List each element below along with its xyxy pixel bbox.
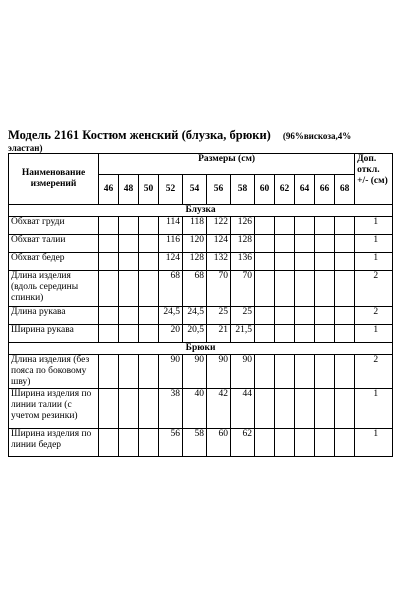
- table-row: [9, 307, 393, 325]
- size-value-64: [295, 325, 315, 343]
- size-header-50: 50: [139, 175, 159, 205]
- size-value-54: 24,5: [183, 307, 207, 325]
- size-value-56: 122: [207, 217, 231, 235]
- size-header-58: 58: [231, 175, 255, 205]
- size-header-54: 54: [183, 175, 207, 205]
- size-value-56: 42: [207, 389, 231, 429]
- size-value-50: [139, 271, 159, 307]
- size-value-50: [139, 325, 159, 343]
- size-value-46: [99, 235, 119, 253]
- size-value-52: 114: [159, 217, 183, 235]
- section-title: Блузка: [9, 205, 393, 217]
- size-value-62: [275, 325, 295, 343]
- size-value-62: [275, 389, 295, 429]
- header-row: [9, 154, 393, 175]
- tolerance-value: 1: [355, 325, 393, 343]
- size-value-58: 44: [231, 389, 255, 429]
- size-value-66: [315, 235, 335, 253]
- document-title: [8, 128, 392, 154]
- size-value-58: 62: [231, 429, 255, 457]
- size-value-66: [315, 307, 335, 325]
- size-value-62: [275, 429, 295, 457]
- size-value-48: [119, 235, 139, 253]
- tolerance-value: 2: [355, 355, 393, 389]
- size-value-64: [295, 217, 315, 235]
- size-value-66: [315, 253, 335, 271]
- size-header-66: 66: [315, 175, 335, 205]
- size-value-46: [99, 217, 119, 235]
- size-value-64: [295, 429, 315, 457]
- size-value-50: [139, 355, 159, 389]
- size-value-48: [119, 307, 139, 325]
- size-header-62: 62: [275, 175, 295, 205]
- size-value-56: 60: [207, 429, 231, 457]
- name-header: Наименование измерений: [9, 154, 99, 205]
- size-value-62: [275, 355, 295, 389]
- table-row: [9, 355, 393, 389]
- size-value-46: [99, 307, 119, 325]
- size-value-66: [315, 217, 335, 235]
- size-value-54: 120: [183, 235, 207, 253]
- table-row: [9, 253, 393, 271]
- size-header-46: 46: [99, 175, 119, 205]
- size-value-46: [99, 429, 119, 457]
- size-value-60: [255, 235, 275, 253]
- size-header-60: 60: [255, 175, 275, 205]
- size-value-64: [295, 235, 315, 253]
- table-row: [9, 217, 393, 235]
- size-value-60: [255, 253, 275, 271]
- tolerance-value: 1: [355, 389, 393, 429]
- size-value-68: [335, 271, 355, 307]
- size-value-60: [255, 355, 275, 389]
- size-value-60: [255, 389, 275, 429]
- size-value-50: [139, 217, 159, 235]
- size-header-48: 48: [119, 175, 139, 205]
- size-value-48: [119, 253, 139, 271]
- size-header-52: 52: [159, 175, 183, 205]
- size-header-64: 64: [295, 175, 315, 205]
- size-value-52: 116: [159, 235, 183, 253]
- size-value-68: [335, 307, 355, 325]
- size-value-48: [119, 217, 139, 235]
- size-value-48: [119, 389, 139, 429]
- size-value-46: [99, 253, 119, 271]
- size-value-60: [255, 307, 275, 325]
- model-title: Модель 2161 Костюм женский (блузка, брюки): [8, 128, 271, 142]
- size-value-48: [119, 325, 139, 343]
- size-value-56: 90: [207, 355, 231, 389]
- size-value-52: 90: [159, 355, 183, 389]
- tolerance-value: 1: [355, 429, 393, 457]
- size-value-54: 68: [183, 271, 207, 307]
- size-value-62: [275, 217, 295, 235]
- size-value-60: [255, 271, 275, 307]
- size-value-54: 128: [183, 253, 207, 271]
- measurement-name: Ширина рукава: [9, 325, 99, 343]
- measurement-name: Ширина изделия по линии бедер: [9, 429, 99, 457]
- size-table: [8, 153, 393, 457]
- size-value-60: [255, 217, 275, 235]
- size-value-64: [295, 307, 315, 325]
- tolerance-value: 2: [355, 271, 393, 307]
- size-value-66: [315, 389, 335, 429]
- tolerance-value: 1: [355, 253, 393, 271]
- size-value-58: 126: [231, 217, 255, 235]
- size-value-56: 124: [207, 235, 231, 253]
- size-value-64: [295, 355, 315, 389]
- size-value-50: [139, 389, 159, 429]
- section-title: Брюки: [9, 343, 393, 355]
- size-value-68: [335, 325, 355, 343]
- table-row: [9, 325, 393, 343]
- measurement-name: Длина изделия (вдоль середины спинки): [9, 271, 99, 307]
- size-value-56: 25: [207, 307, 231, 325]
- table-row: [9, 389, 393, 429]
- size-header-68: 68: [335, 175, 355, 205]
- table-row: [9, 235, 393, 253]
- size-value-54: 40: [183, 389, 207, 429]
- size-value-52: 24,5: [159, 307, 183, 325]
- size-value-46: [99, 325, 119, 343]
- size-value-52: 38: [159, 389, 183, 429]
- tolerance-value: 1: [355, 217, 393, 235]
- size-value-66: [315, 355, 335, 389]
- size-value-62: [275, 307, 295, 325]
- measurement-name: Обхват бедер: [9, 253, 99, 271]
- composition-text: (96%вискоза,4%: [282, 131, 352, 141]
- tolerance-value: 1: [355, 235, 393, 253]
- size-value-50: [139, 253, 159, 271]
- size-value-48: [119, 355, 139, 389]
- size-value-50: [139, 429, 159, 457]
- size-value-54: 90: [183, 355, 207, 389]
- size-value-52: 20: [159, 325, 183, 343]
- size-value-66: [315, 271, 335, 307]
- size-value-56: 21: [207, 325, 231, 343]
- sizes-header: Размеры (см): [99, 154, 355, 175]
- size-value-56: 70: [207, 271, 231, 307]
- dop-header: Доп. откл. +/- (см): [355, 154, 393, 205]
- size-value-48: [119, 429, 139, 457]
- size-value-56: 132: [207, 253, 231, 271]
- size-value-64: [295, 271, 315, 307]
- size-value-54: 58: [183, 429, 207, 457]
- measurement-name: Обхват талии: [9, 235, 99, 253]
- size-value-60: [255, 429, 275, 457]
- size-value-58: 90: [231, 355, 255, 389]
- size-value-46: [99, 271, 119, 307]
- size-value-48: [119, 271, 139, 307]
- size-value-52: 56: [159, 429, 183, 457]
- size-value-46: [99, 355, 119, 389]
- size-value-58: 25: [231, 307, 255, 325]
- table-row: [9, 429, 393, 457]
- size-value-68: [335, 429, 355, 457]
- size-value-52: 124: [159, 253, 183, 271]
- size-value-62: [275, 271, 295, 307]
- size-value-60: [255, 325, 275, 343]
- measurement-name: Ширина изделия по линии талии (с учетом резинки): [9, 389, 99, 429]
- size-value-62: [275, 235, 295, 253]
- composition-text-cont: эластан): [8, 143, 43, 153]
- size-value-46: [99, 389, 119, 429]
- section-row: [9, 205, 393, 217]
- size-value-66: [315, 429, 335, 457]
- size-value-62: [275, 253, 295, 271]
- size-value-58: 136: [231, 253, 255, 271]
- table-row: [9, 271, 393, 307]
- size-value-66: [315, 325, 335, 343]
- size-value-64: [295, 389, 315, 429]
- size-value-52: 68: [159, 271, 183, 307]
- size-value-68: [335, 355, 355, 389]
- measurement-name: Обхват груди: [9, 217, 99, 235]
- size-value-54: 118: [183, 217, 207, 235]
- section-row: [9, 343, 393, 355]
- size-value-50: [139, 235, 159, 253]
- size-value-50: [139, 307, 159, 325]
- tolerance-value: 2: [355, 307, 393, 325]
- measurement-name: Длина изделия (без пояса по боковому шву): [9, 355, 99, 389]
- size-header-56: 56: [207, 175, 231, 205]
- size-value-68: [335, 235, 355, 253]
- size-value-58: 70: [231, 271, 255, 307]
- size-value-68: [335, 217, 355, 235]
- measurement-name: Длина рукава: [9, 307, 99, 325]
- size-value-68: [335, 389, 355, 429]
- size-value-64: [295, 253, 315, 271]
- size-value-58: 128: [231, 235, 255, 253]
- size-value-54: 20,5: [183, 325, 207, 343]
- size-value-68: [335, 253, 355, 271]
- size-value-58: 21,5: [231, 325, 255, 343]
